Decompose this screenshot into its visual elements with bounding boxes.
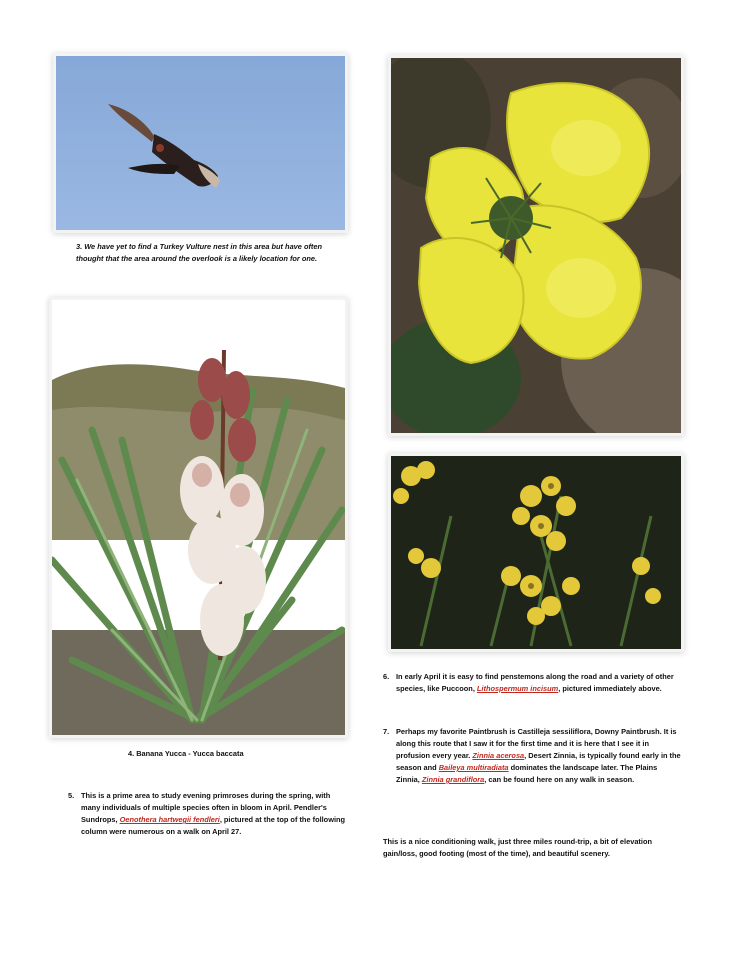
item-text: Perhaps my favorite Paintbrush is Castilleja sessiliflora, Downy Paintbrush. It is along this route that I saw it for the first time and it is here that I see it in profusion every year. Zinnia acerosa, Desert Zinnia, is typically found early in the season and Baileya multiradiata dominates the landscape later. The Plains Zinnia, Zinnia grandiflora, can be found here on any walk in season.	[396, 727, 681, 784]
species-link[interactable]: Zinnia grandiflora	[421, 775, 485, 784]
item-number: 5.	[68, 791, 75, 800]
yucca-caption: 4. Banana Yucca - Yucca baccata	[128, 749, 244, 758]
item-number: 7.	[383, 727, 390, 736]
species-link[interactable]: Oenothera hartwegii fendleri	[119, 815, 220, 824]
item-text: This is a prime area to study evening primroses during the spring, with many individuals of multiple species often in bloom in April. Pendler's Sundrops, Oenothera hartwegii fendleri, pictured at the top of the following column were numerous on a walk on April 27.	[81, 791, 346, 836]
species-link[interactable]: Zinnia acerosa	[472, 751, 525, 760]
vulture-caption: 3. We have yet to find a Turkey Vulture nest in this area but have often thought that the area around the overlook is a likely location for one.	[76, 242, 323, 263]
puccoon-photo	[391, 456, 681, 649]
closing-paragraph: This is a nice conditioning walk, just three miles round-trip, a bit of elevation gain/loss, good footing (most of the time), and beautiful scenery.	[383, 837, 652, 858]
species-link[interactable]: Lithospermum incisum	[476, 684, 559, 693]
species-link[interactable]: Baileya multiradiata	[438, 763, 509, 772]
item-text: In early April it is easy to find penstemons along the road and a variety of other species, like Puccoon, Lithospermum incisum, pictured immediately above.	[396, 672, 674, 693]
evening-primrose-photo	[391, 58, 681, 433]
banana-yucca-photo	[52, 300, 345, 735]
turkey-vulture-photo	[56, 56, 345, 230]
item-number: 6.	[383, 672, 390, 681]
